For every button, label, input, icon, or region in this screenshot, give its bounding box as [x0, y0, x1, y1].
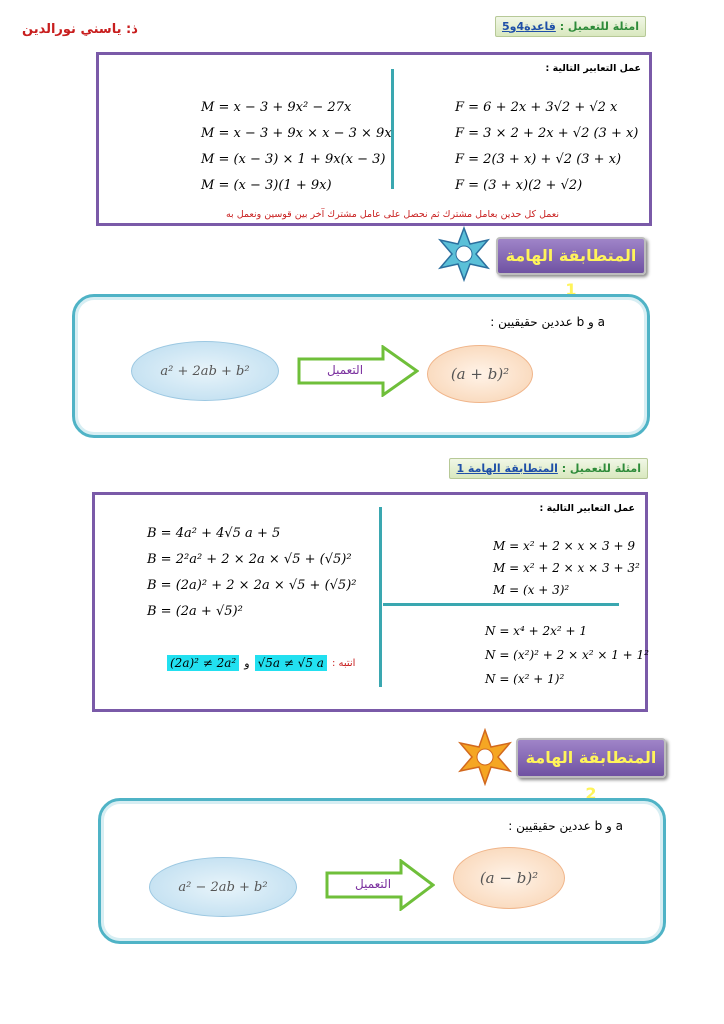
- warning-sqrt: √5a ≠ √5 a: [255, 655, 327, 671]
- n-expressions: [485, 619, 649, 691]
- expr-line: F = 2(3 + x) + √2 (3 + x): [455, 152, 622, 167]
- section1-note: نعمل كل حدين بعامل مشترك ثم نحصل على عامل مشترك آخر بين قوسين ونعمل به: [225, 209, 559, 220]
- section2-header-label: امثلة للتعميل :: [561, 462, 641, 475]
- identity1-right-expr: (a + b)²: [450, 365, 510, 383]
- warning-and: و: [244, 656, 250, 670]
- identity1-box: [72, 294, 650, 438]
- m-expressions: [493, 535, 640, 601]
- warning-label: انتبه :: [331, 657, 356, 669]
- section2-header: [449, 458, 648, 479]
- warning-row: [167, 655, 355, 671]
- identity1-expanded-oval: [131, 341, 279, 401]
- expr-line: M = (x − 3) × 1 + 9x(x − 3): [201, 152, 386, 167]
- identity2-title: المتطابقة الهامة 2: [516, 738, 666, 778]
- right-expressions: [455, 95, 638, 199]
- expr-line: N = (x²)² + 2 × x² × 1 + 1²: [485, 648, 649, 662]
- expr-line: F = 6 + 2x + 3√2 + √2 x: [455, 100, 618, 115]
- author-name: ذ: ياسني نورالدين: [22, 22, 138, 37]
- identity2-right-expr: (a − b)²: [479, 869, 539, 887]
- expr-line: M = x² + 2 × x × 3 + 9: [493, 539, 635, 553]
- identity1-condition: a و b عددين حقيقيين :: [490, 315, 605, 329]
- expr-line: M = x² + 2 × x × 3 + 3²: [493, 561, 640, 575]
- expr-line: M = (x + 3)²: [493, 583, 570, 597]
- section2-box: [92, 492, 648, 712]
- identity2-left-expr: a² − 2ab + b²: [178, 879, 268, 895]
- section1-header-label: امثلة للتعميل :: [559, 20, 639, 33]
- expr-line: M = x − 3 + 9x × x − 3 × 9x: [201, 126, 392, 141]
- star-icon: [436, 226, 492, 282]
- section2-header-link[interactable]: المتطابقة الهامة 1: [456, 462, 558, 475]
- section2-hdivider: [383, 603, 619, 606]
- section1-header: [495, 16, 646, 37]
- warning-square: (2a)² ≠ 2a²: [167, 655, 239, 671]
- expr-line: F = (3 + x)(2 + √2): [455, 178, 583, 193]
- expr-line: M = (x − 3)(1 + 9x): [201, 178, 332, 193]
- identity1-title: المتطابقة الهامة 1: [496, 237, 646, 275]
- identity2-arrow-label: التعميل: [355, 877, 392, 891]
- expr-line: B = 2²a² + 2 × 2a × √5 + (√5)²: [147, 552, 352, 567]
- left-expressions: [201, 95, 392, 199]
- identity1-arrow-label: التعميل: [327, 363, 364, 377]
- identity1-factored-oval: [427, 345, 533, 403]
- expr-line: B = (2a)² + 2 × 2a × √5 + (√5)²: [147, 578, 357, 593]
- section1-instruction: عمل التعابير التالية :: [545, 63, 641, 74]
- section1-box: [96, 52, 652, 226]
- identity2-expanded-oval: [149, 857, 297, 917]
- expr-line: F = 3 × 2 + 2x + √2 (3 + x): [455, 126, 639, 141]
- identity2-factored-oval: [453, 847, 565, 909]
- section2-instruction: عمل التعابير التالية :: [539, 503, 635, 514]
- expr-line: B = 4a² + 4√5 a + 5: [147, 526, 281, 541]
- section1-header-link[interactable]: قاعدة4و5: [502, 20, 556, 33]
- b-expressions: [147, 521, 356, 625]
- identity1-left-expr: a² + 2ab + b²: [160, 363, 250, 379]
- expr-line: B = (2a + √5)²: [147, 604, 243, 619]
- star-icon: [456, 728, 514, 786]
- identity2-box: [98, 798, 666, 944]
- expr-line: M = x − 3 + 9x² − 27x: [201, 100, 352, 115]
- section2-vdivider: [379, 507, 382, 687]
- expr-line: N = x⁴ + 2x² + 1: [485, 624, 587, 638]
- expr-line: N = (x² + 1)²: [485, 672, 565, 686]
- identity2-condition: a و b عددين حقيقيين :: [508, 819, 623, 833]
